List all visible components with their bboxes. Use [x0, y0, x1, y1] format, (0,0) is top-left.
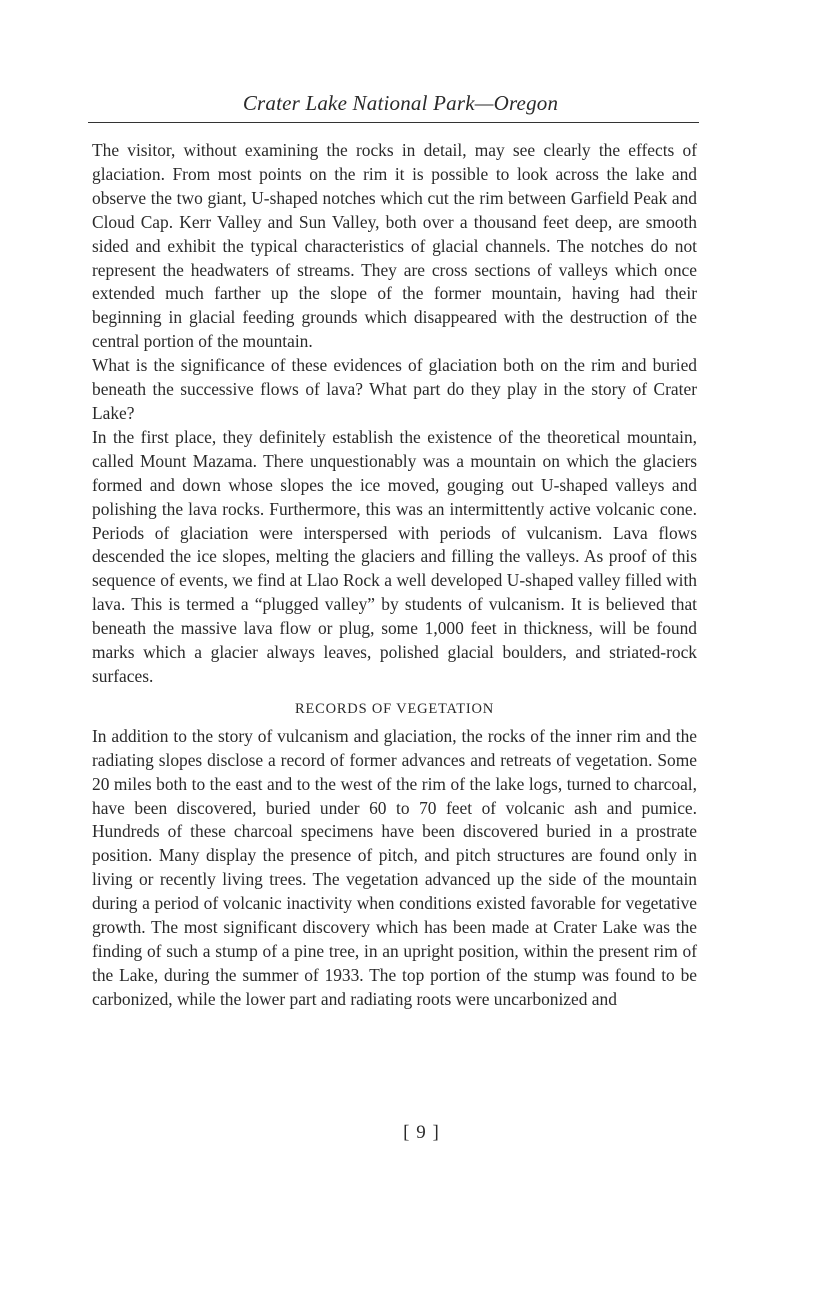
paragraph-vegetation-records: In addition to the story of vulcanism and glaciation, the rocks of the inner rim and the radiating slopes disclose a record of former advances and retreats of vegetation. Some 20 miles both to the east and to the west of the rim of the lake logs, turned to charcoal, have been discovered, buried under 60 to 70 feet of volcanic ash and pumice. Hundreds of these charcoal specimens have been discovered buried in a prostrate position. Many display the presence of pitch, and pitch structures are found only in living or recently living trees. The vegetation advanced up the side of the mountain during a period of volcanic inactivity when conditions existed favorable for vegetative growth. The most significant discovery which has been made at Crater Lake was the finding of such a stump of a pine tree, in an upright position, within the present rim of the Lake, during the summer of 1933. The top portion of the stump was found to be carbonized, while the lower part and radiating roots were uncarbonized and: [92, 725, 697, 1009]
section-heading: RECORDS OF VEGETATION: [294, 700, 495, 717]
page-number: [ 9 ]: [403, 1122, 440, 1143]
running-head: Crater Lake National Park—Oregon: [242, 91, 559, 115]
body-text: [88, 139, 697, 1012]
header-rule: [88, 122, 699, 123]
paragraph-mount-mazama: In the first place, they definitely establish the existence of the theoretical mountain, called Mount Mazama. There unquestionably was a mountain on which the glaciers formed and down whose slopes the ice moved, gouging out U-shaped valleys and polishing the lava rocks. Furthermore, this was an intermittently active volcanic cone. Periods of glaciation were interspersed with periods of vulcanism. Lava flows descended the ice slopes, melting the glaciers and filling the valleys. As proof of this sequence of events, we find at Llao Rock a well developed U-shaped valley filled with lava. This is termed a “plugged valley” by students of vulcanism. It is believed that beneath the massive lava flow or plug, some 1,000 feet in thickness, will be found marks which a glacier always leaves, polished glacial boulders, and striated-rock surfaces.: [92, 426, 697, 686]
page: [88, 88, 699, 1012]
paragraph-significance-question: What is the significance of these evidences of glaciation both on the rim and buried beneath the successive flows of lava? What part do they play in the story of Crater Lake?: [92, 355, 697, 423]
paragraph-glaciation-effects: The visitor, without examining the rocks in detail, may see clearly the effects of glaciation. From most points on the rim it is possible to look across the lake and observe the two giant, U-shaped notches which cut the rim between Garfield Peak and Cloud Cap. Kerr Valley and Sun Valley, both over a thousand feet deep, are smooth sided and exhibit the typical characteristics of glacial channels. The notches do not represent the headwaters of streams. They are cross sections of valleys which once extended much farther up the slope of the former mountain, having had their beginning in glacial feeding grounds which disappeared with the destruction of the central portion of the mountain.: [92, 140, 697, 352]
